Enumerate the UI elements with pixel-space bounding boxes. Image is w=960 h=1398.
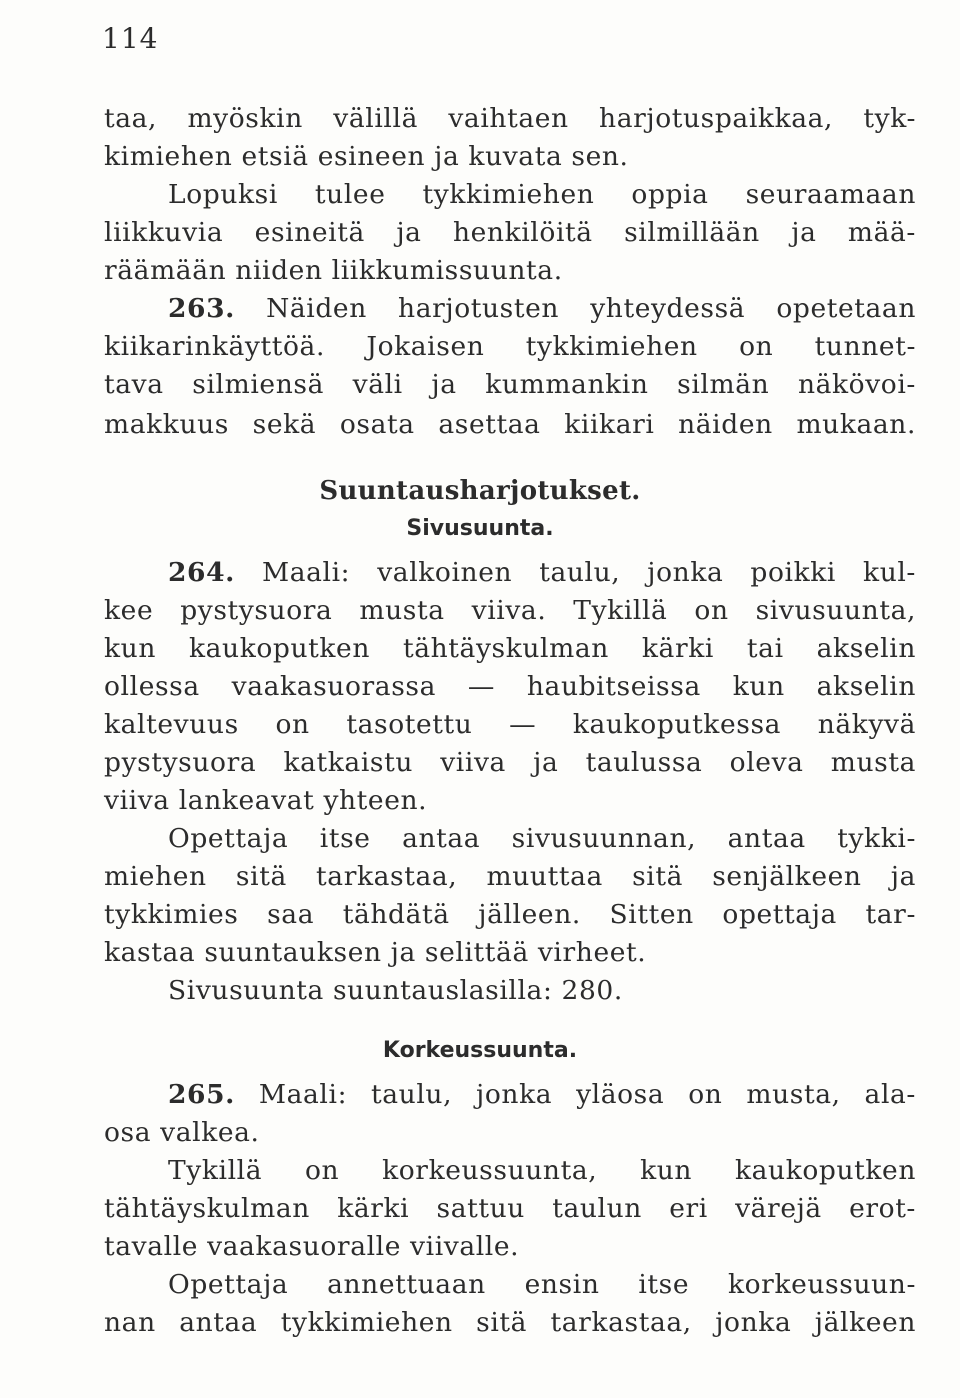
text-line: viiva lankeavat yhteen. — [104, 785, 428, 816]
text-line: tavalle vaakasuoralle viivalle. — [104, 1231, 520, 1262]
text-line: Opettaja annettuaan ensin itse korkeussuun- — [168, 1269, 916, 1300]
text-line: tähtäyskulman kärki sattuu taulun eri värejä erot- — [104, 1193, 916, 1224]
text-line: Sivusuunta suuntauslasilla: 280. — [168, 975, 623, 1006]
text-line: liikkuvia esineitä ja henkilöitä silmillään ja mää- — [104, 217, 916, 248]
text-line: räämään niiden liikkumissuunta. — [104, 255, 563, 286]
section-first-line: Näiden harjotusten yhteydessä opetetaan — [266, 293, 916, 324]
text-line — [168, 290, 916, 328]
text-line: tava silmiensä väli ja kummankin silmän näkövoi- — [104, 369, 916, 400]
section-heading: Suuntausharjotukset. — [319, 476, 641, 506]
section-number: 263. — [168, 293, 235, 324]
section-number: 264. — [168, 557, 235, 588]
section-number: 265. — [168, 1079, 235, 1110]
subsection-heading: Sivusuunta. — [406, 516, 554, 541]
text-line: kee pystysuora musta viiva. Tykillä on sivusuunta, — [104, 595, 916, 626]
text-line: nan antaa tykkimiehen sitä tarkastaa, jonka jälkeen — [104, 1307, 916, 1338]
text-line — [168, 554, 916, 592]
section-first-line: Maali: taulu, jonka yläosa on musta, ala- — [258, 1079, 916, 1110]
page-number: 114 — [102, 22, 159, 55]
subsection-heading: Korkeussuunta. — [382, 1038, 578, 1063]
text-line: Lopuksi tulee tykkimiehen oppia seuraamaan — [168, 179, 916, 210]
text-line — [168, 1076, 916, 1114]
text-line: miehen sitä tarkastaa, muuttaa sitä senjälkeen ja — [104, 861, 916, 892]
text-line: Opettaja itse antaa sivusuunnan, antaa tykki- — [168, 823, 916, 854]
section-first-line: Maali: valkoinen taulu, jonka poikki kul- — [261, 557, 916, 588]
text-line: kimiehen etsiä esineen ja kuvata sen. — [104, 141, 629, 172]
text-line: tykkimies saa tähdätä jälleen. Sitten opettaja tar- — [104, 899, 916, 930]
text-line: kastaa suuntauksen ja selittää virheet. — [104, 937, 647, 968]
text-line: Tykillä on korkeussuunta, kun kaukoputken — [168, 1155, 916, 1186]
text-line: kun kaukoputken tähtäyskulman kärki tai akselin — [104, 633, 916, 664]
text-line: ollessa vaakasuorassa — haubitseissa kun akselin — [104, 671, 916, 702]
text-line: pystysuora katkaistu viiva ja taulussa oleva musta — [104, 747, 916, 778]
text-line: taa, myöskin välillä vaihtaen harjotuspaikkaa, tyk- — [104, 103, 916, 134]
text-line: kiikarinkäyttöä. Jokaisen tykkimiehen on tunnet- — [104, 331, 916, 362]
text-line: kaltevuus on tasotettu — kaukoputkessa näkyvä — [104, 709, 916, 740]
text-line: makkuus sekä osata asettaa kiikari näiden mukaan. — [104, 409, 916, 440]
text-line: osa valkea. — [104, 1117, 260, 1148]
